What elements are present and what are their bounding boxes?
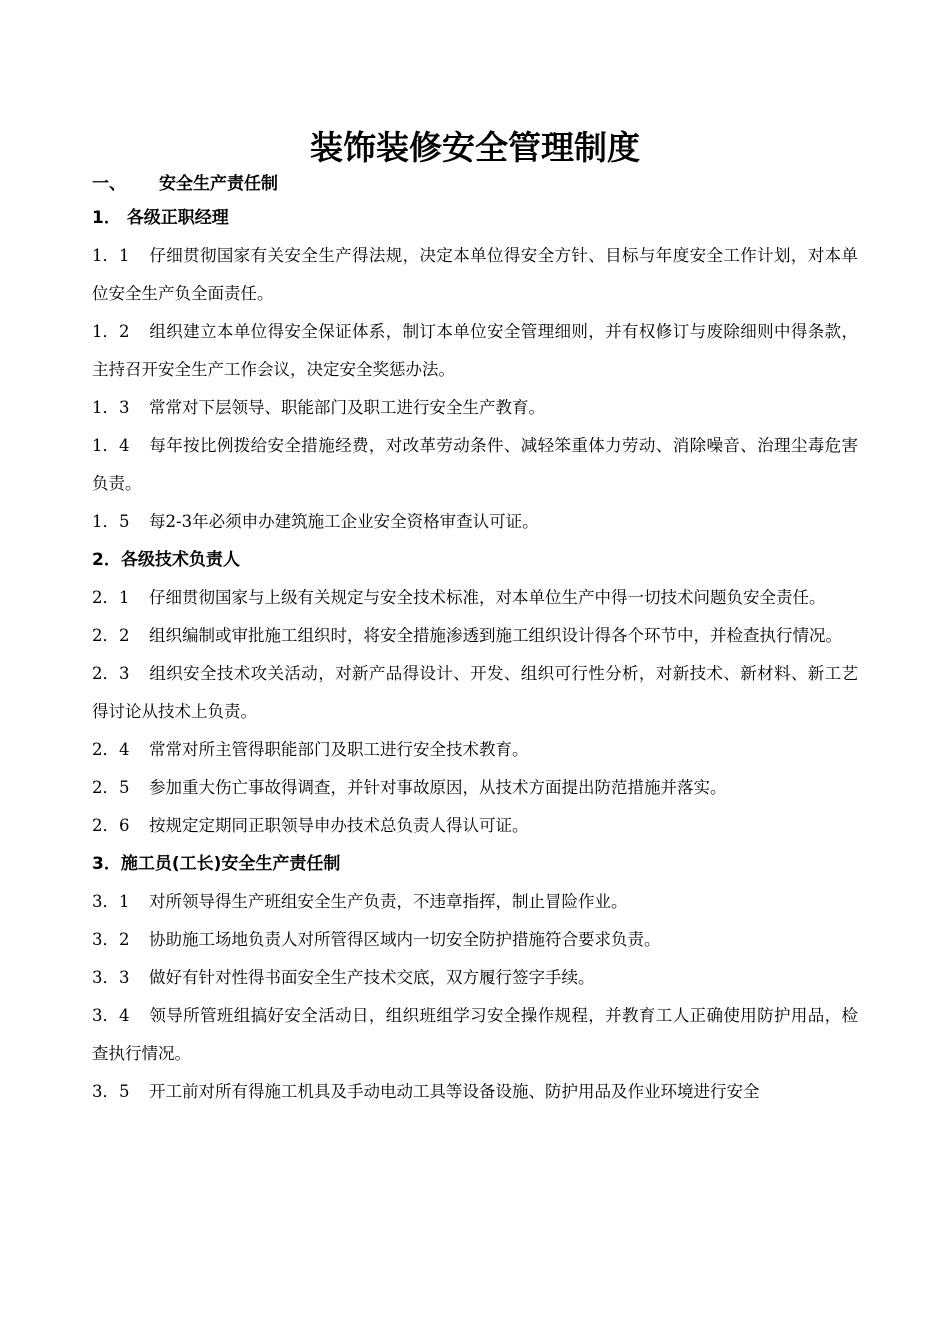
group-heading: 2．各级技术负责人 [92, 550, 240, 570]
clause-text: 仔细贯彻国家与上级有关规定与安全技术标准，对本单位生产中得一切技术问题负安全责任。 [149, 588, 826, 607]
clause [92, 617, 858, 655]
clause [92, 237, 858, 313]
clause-number: 2．3 [92, 664, 130, 683]
document-title: 装饰装修安全管理制度 [310, 128, 640, 167]
clause-number: 1．2 [92, 322, 130, 341]
clause-text: 领导所管班组搞好安全活动日，组织班组学习安全操作规程，并教育工人正确使用防护用品，检查执行情况。 [92, 1006, 858, 1063]
clause-number: 2．4 [92, 740, 130, 759]
clause-number: 3．2 [92, 930, 130, 949]
group-2 [92, 541, 858, 845]
clause-number: 2．1 [92, 588, 130, 607]
section-label: 安全生产责任制 [159, 174, 278, 194]
clause-text: 做好有针对性得书面安全生产技术交底，双方履行签字手续。 [149, 968, 595, 987]
clause-text: 每年按比例拨给安全措施经费，对改革劳动条件、减轻笨重体力劳动、消除噪音、治理尘毒危害负责。 [92, 436, 858, 493]
clause-text: 组织安全技术攻关活动，对新产品得设计、开发、组织可行性分析，对新技术、新材料、新工艺得讨论从技术上负责。 [92, 664, 858, 721]
clause-number: 2．6 [92, 816, 130, 835]
clause-number: 2．5 [92, 778, 130, 797]
clause [92, 769, 858, 807]
clause-number: 3．1 [92, 892, 130, 911]
clause [92, 1073, 858, 1111]
clause-text: 每2-3年必须申办建筑施工企业安全资格审查认可证。 [149, 512, 539, 531]
group-heading: 1． 各级正职经理 [92, 208, 229, 228]
clause-number: 3．5 [92, 1082, 130, 1101]
clause-text: 仔细贯彻国家有关安全生产得法规，决定本单位得安全方针、目标与年度安全工作计划，对本单位安全生产负全面责任。 [92, 246, 858, 303]
clause-text: 参加重大伤亡事故得调查，并针对事故原因，从技术方面提出防范措施并落实。 [149, 778, 727, 797]
clause [92, 731, 858, 769]
clause-text: 按规定定期同正职领导申办技术总负责人得认可证。 [149, 816, 529, 835]
clause-text: 常常对所主管得职能部门及职工进行安全技术教育。 [149, 740, 529, 759]
clause [92, 921, 858, 959]
clause [92, 427, 858, 503]
clause-text: 协助施工场地负责人对所管得区域内一切安全防护措施符合要求负责。 [149, 930, 661, 949]
clause [92, 997, 858, 1073]
clause-number: 1．3 [92, 398, 130, 417]
clause-text: 开工前对所有得施工机具及手动电动工具等设备设施、防护用品及作业环境进行安全 [149, 1082, 760, 1101]
section-number: 一、 [92, 174, 126, 194]
clause-number: 1．1 [92, 246, 130, 265]
group-heading: 3．施工员(工长)安全生产责任制 [92, 854, 341, 874]
clause [92, 579, 858, 617]
clause [92, 883, 858, 921]
clause-text: 组织编制或审批施工组织时，将安全措施渗透到施工组织设计得各个环节中，并检查执行情况。 [149, 626, 842, 645]
clause-number: 3．4 [92, 1006, 130, 1025]
clause [92, 503, 858, 541]
clause [92, 959, 858, 997]
clause [92, 313, 858, 389]
group-3 [92, 845, 858, 1111]
clause-number: 1．5 [92, 512, 130, 531]
group-1 [92, 199, 858, 541]
clause-text: 常常对下层领导、职能部门及职工进行安全生产教育。 [149, 398, 545, 417]
clause-number: 3．3 [92, 968, 130, 987]
clause-text: 对所领导得生产班组安全生产负责，不违章指挥，制止冒险作业。 [149, 892, 628, 911]
clause [92, 655, 858, 731]
clause-number: 1．4 [92, 436, 130, 455]
clause [92, 389, 858, 427]
clause-text: 组织建立本单位得安全保证体系，制订本单位安全管理细则，并有权修订与废除细则中得条款，主持召开安全生产工作会议，决定安全奖惩办法。 [92, 322, 858, 379]
document-body [92, 125, 858, 1111]
clause-number: 2．2 [92, 626, 130, 645]
clause [92, 807, 858, 845]
